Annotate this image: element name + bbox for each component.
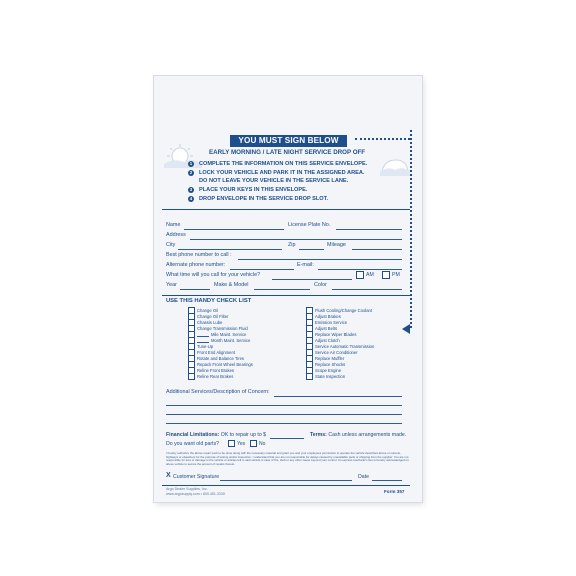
- checkbox-icon[interactable]: [250, 440, 257, 447]
- call-time-field[interactable]: [272, 279, 352, 280]
- signature-field[interactable]: [220, 480, 352, 481]
- make-model-label: Make & Model: [214, 282, 249, 288]
- additional-services-line[interactable]: [166, 405, 402, 406]
- old-parts-no-checkbox[interactable]: No: [250, 441, 265, 447]
- zip-label: Zip: [288, 242, 296, 248]
- email-field[interactable]: [318, 269, 402, 270]
- checkbox-icon[interactable]: [382, 271, 390, 279]
- checklist-item[interactable]: Emission Service: [306, 320, 347, 326]
- zip-field[interactable]: [299, 249, 324, 250]
- checklist-item[interactable]: Mile Maint. Service: [188, 332, 246, 338]
- checklist-item[interactable]: Chassis Lube: [188, 320, 222, 326]
- instruction-item: DO NOT LEAVE YOUR VEHICLE IN THE SERVICE LANE.: [199, 178, 349, 185]
- checklist-item[interactable]: Rotate and Balance Tires: [188, 356, 244, 362]
- city-field[interactable]: [178, 249, 282, 250]
- checklist-item[interactable]: Flush Cooling/Change Coolant: [306, 308, 372, 314]
- authorization-fine-print: I hereby authorize the above repair work to be done along with the necessary material and grant you and your employees permission to operate the vehicle described above on streets, highways or elsewhere for the purpose of testing and/or inspection. I understand that you are not responsible for delays caused by unavailable parts or shipping from the supplier. You are not responsible for loss or damage to the vehicle or articles left in said vehicle in case of fire, theft or any other cause beyond your control. An express mechanic's lien is hereby acknowledged on above vehicle to secure the amount of repairs thereto.: [166, 451, 409, 466]
- step-number-icon: 2: [189, 169, 193, 175]
- checkbox-icon[interactable]: [188, 373, 195, 380]
- checklist-item[interactable]: Replace Shocks: [306, 362, 345, 368]
- sign-below-banner: YOU MUST SIGN BELOW: [230, 135, 347, 147]
- checklist-item[interactable]: Replace Muffler: [306, 356, 344, 362]
- form-number: Form 357: [384, 489, 405, 494]
- alt-phone-field[interactable]: [230, 269, 294, 270]
- checklist-item[interactable]: State Inspection: [306, 374, 345, 380]
- checklist-item[interactable]: Change Oil Filter: [188, 314, 228, 320]
- checklist-item[interactable]: Adjust Belts: [306, 326, 337, 332]
- license-field[interactable]: [336, 229, 402, 230]
- address-label: Address: [166, 232, 186, 238]
- date-label: Date: [358, 474, 369, 480]
- additional-services-line[interactable]: [166, 414, 402, 415]
- checkbox-icon[interactable]: [356, 271, 364, 279]
- mileage-label: Mileage: [327, 242, 346, 248]
- instructions-list: [188, 160, 408, 203]
- step-number-icon: 1: [189, 161, 193, 167]
- supplier-name: Argo Dealer Supplies, Inc.: [166, 487, 208, 491]
- checkbox-icon[interactable]: [306, 373, 313, 380]
- call-time-label: What time will you call for your vehicle?: [166, 272, 261, 278]
- instruction-item: 2 LOCK YOUR VEHICLE AND PARK IT IN THE ASSIGNED AREA.: [189, 169, 365, 176]
- name-label: Name: [166, 222, 181, 228]
- repair-limit-field[interactable]: [270, 438, 304, 439]
- checklist-title: USE THIS HANDY CHECK LIST: [166, 298, 252, 304]
- signature-x-mark: X: [166, 472, 171, 479]
- city-label: City: [166, 242, 176, 248]
- divider: [162, 295, 410, 296]
- old-parts-yes-checkbox[interactable]: Yes: [228, 441, 245, 447]
- step-number-icon: 3: [189, 187, 193, 193]
- make-model-field[interactable]: [254, 289, 310, 290]
- service-envelope-form: [154, 76, 422, 502]
- checklist-item[interactable]: Reline Front Brakes: [188, 368, 234, 374]
- checklist-item[interactable]: Tune-Up: [188, 344, 213, 350]
- step-number-icon: 4: [189, 195, 193, 201]
- email-label: E-mail:: [297, 262, 314, 268]
- additional-services-line[interactable]: [166, 423, 402, 424]
- checklist-item[interactable]: Month Maint. Service: [188, 338, 250, 344]
- supplier-contact: www.argosupply.com • 800.451.3330: [166, 492, 225, 496]
- instruction-item: 4 DROP ENVELOPE IN THE SERVICE DROP SLOT.: [189, 195, 328, 202]
- color-label: Color: [314, 282, 327, 288]
- checklist-item[interactable]: Adjust Brakes: [306, 314, 341, 320]
- mileage-field[interactable]: [352, 249, 402, 250]
- address-field[interactable]: [190, 239, 402, 240]
- pm-checkbox[interactable]: PM: [382, 272, 400, 278]
- instruction-item: 3 PLACE YOUR KEYS IN THIS ENVELOPE.: [189, 187, 308, 194]
- terms: Terms: Cash unless arrangements made.: [310, 432, 407, 438]
- name-field[interactable]: [184, 229, 284, 230]
- perforation-top: [355, 138, 410, 140]
- additional-services-label: Additional Services/Description of Concern:: [166, 389, 270, 395]
- form-subtitle: EARLY MORNING / LATE NIGHT SERVICE DROP OFF: [209, 149, 366, 156]
- checklist-item[interactable]: Front End Alignment: [188, 350, 235, 356]
- checklist-item[interactable]: Change Transmission Fluid: [188, 326, 248, 332]
- alt-phone-label: Alternate phone number:: [166, 262, 226, 268]
- year-label: Year: [166, 282, 177, 288]
- date-field[interactable]: [372, 480, 402, 481]
- old-parts-question: Do you want old parts?: [166, 441, 220, 447]
- license-label: License Plate No.: [288, 222, 331, 228]
- divider: [162, 485, 410, 486]
- checklist-item[interactable]: Reline Rear Brakes: [188, 374, 233, 380]
- color-field[interactable]: [332, 289, 402, 290]
- best-phone-label: Best phone number to call :: [166, 252, 232, 258]
- arrow-icon: [402, 324, 410, 334]
- checklist-item[interactable]: Adjust Clutch: [306, 338, 340, 344]
- signature-label: Customer Signature: [173, 474, 220, 480]
- checklist-item[interactable]: Replace Wiper Blades: [306, 332, 356, 338]
- blank-field[interactable]: [197, 338, 209, 343]
- am-checkbox[interactable]: AM: [356, 272, 374, 278]
- checklist-item[interactable]: Repack Front Wheel Bearings: [188, 362, 253, 368]
- checklist-item[interactable]: Scope Engine: [306, 368, 341, 374]
- best-phone-field[interactable]: [238, 259, 402, 260]
- financial-limitations: Financial Limitations: OK to repair up to $: [166, 432, 267, 438]
- year-field[interactable]: [180, 289, 210, 290]
- perforation-side: [410, 130, 412, 328]
- checklist-item[interactable]: Service Air Conditioner: [306, 350, 358, 356]
- divider: [162, 209, 410, 210]
- checkbox-icon[interactable]: [228, 440, 235, 447]
- checklist-item[interactable]: Change Oil: [188, 308, 218, 314]
- blank-field[interactable]: [197, 332, 209, 337]
- instruction-item: 1 COMPLETE THE INFORMATION ON THIS SERVICE ENVELOPE.: [189, 161, 368, 168]
- additional-services-field[interactable]: [274, 396, 402, 397]
- checklist-item[interactable]: Service Automatic Transmission: [306, 344, 374, 350]
